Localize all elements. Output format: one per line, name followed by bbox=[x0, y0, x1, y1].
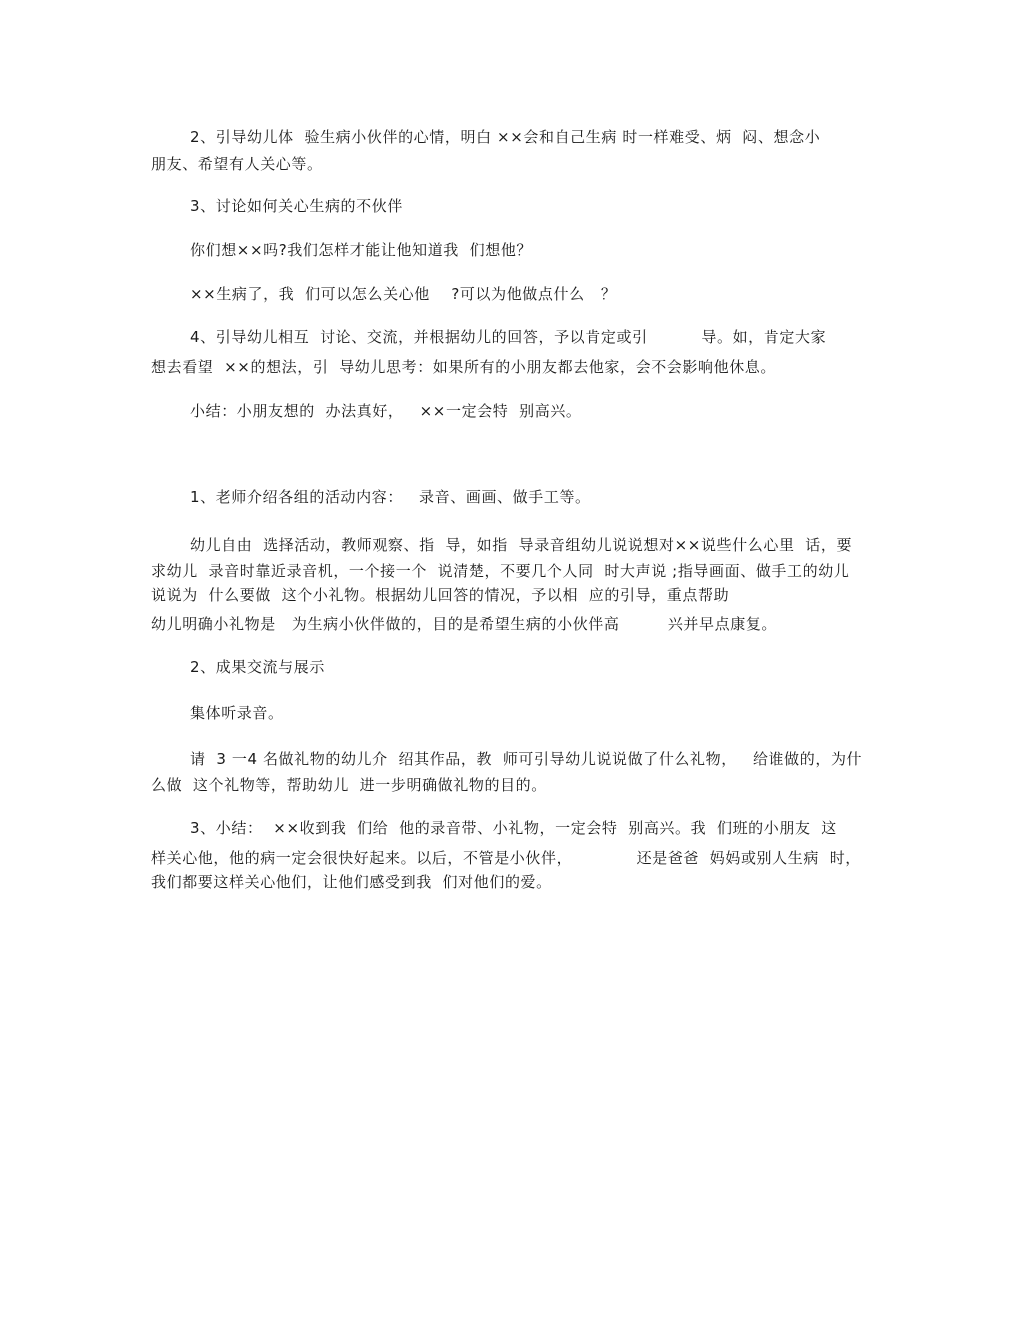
paragraph-line: ××生病了，我 们可以怎么关心他 ?可以为他做点什么 ？ bbox=[190, 285, 617, 303]
paragraph-line: 3、小结： ××收到我 们给 他的录音带、小礼物，一定会特 别高兴。我 们班的小朋友 这 bbox=[190, 819, 837, 837]
paragraph-line: 幼儿明确小礼物是 为生病小伙伴做的，目的是希望生病的小伙伴高 兴并早点康复。 bbox=[151, 615, 778, 633]
paragraph-line: 4、引导幼儿相互 讨论、交流，并根据幼儿的回答，予以肯定或引 导。如，肯定大家 bbox=[190, 328, 827, 346]
paragraph-line: 小结：小朋友想的 办法真好， ××一定会特 别高兴。 bbox=[190, 402, 582, 420]
paragraph-line: 想去看望 ××的想法，引 导幼儿思考：如果所有的小朋友都去他家，会不会影响他休息。 bbox=[151, 358, 777, 376]
paragraph-line: 2、引导幼儿体 验生病小伙伴的心情，明白 ××会和自己生病 时一样难受、炳 闷、想念小 bbox=[190, 128, 821, 146]
paragraph-line: 1、老师介绍各组的活动内容： 录音、画画、做手工等。 bbox=[190, 488, 591, 506]
paragraph-line: 集体听录音。 bbox=[190, 704, 284, 722]
paragraph-line: 样关心他，他的病一定会很快好起来。以后，不管是小伙伴， 还是爸爸 妈妈或别人生病 时， bbox=[151, 849, 861, 867]
paragraph-line: 3、讨论如何关心生病的不伙伴 bbox=[190, 197, 403, 215]
paragraph-line: 朋友、希望有人关心等。 bbox=[151, 155, 323, 173]
paragraph-line: 求幼儿 录音时靠近录音机，一个接一个 说清楚，不要几个人同 时大声说 ;指导画面、做手工的幼儿 bbox=[151, 562, 850, 580]
paragraph-line: 你们想××吗?我们怎样才能让他知道我 们想他？ bbox=[190, 241, 533, 259]
paragraph-line: 我们都要这样关心他们，让他们感受到我 们对他们的爱。 bbox=[151, 873, 552, 891]
paragraph-line: 请 3 一4 名做礼物的幼儿介 绍其作品，教 师可引导幼儿说说做了什么礼物， 给谁做的，为什 bbox=[190, 750, 863, 768]
paragraph-line: 说说为 什么要做 这个小礼物。根据幼儿回答的情况，予以相 应的引导，重点帮助 bbox=[151, 586, 730, 604]
paragraph-line: 幼儿自由 选择活动，教师观察、指 导，如指 导录音组幼儿说说想对××说些什么心里 话，要 bbox=[190, 536, 853, 554]
paragraph-line: 么做 这个礼物等，帮助幼儿 进一步明确做礼物的目的。 bbox=[151, 776, 547, 794]
paragraph-line: 2、成果交流与展示 bbox=[190, 658, 325, 676]
